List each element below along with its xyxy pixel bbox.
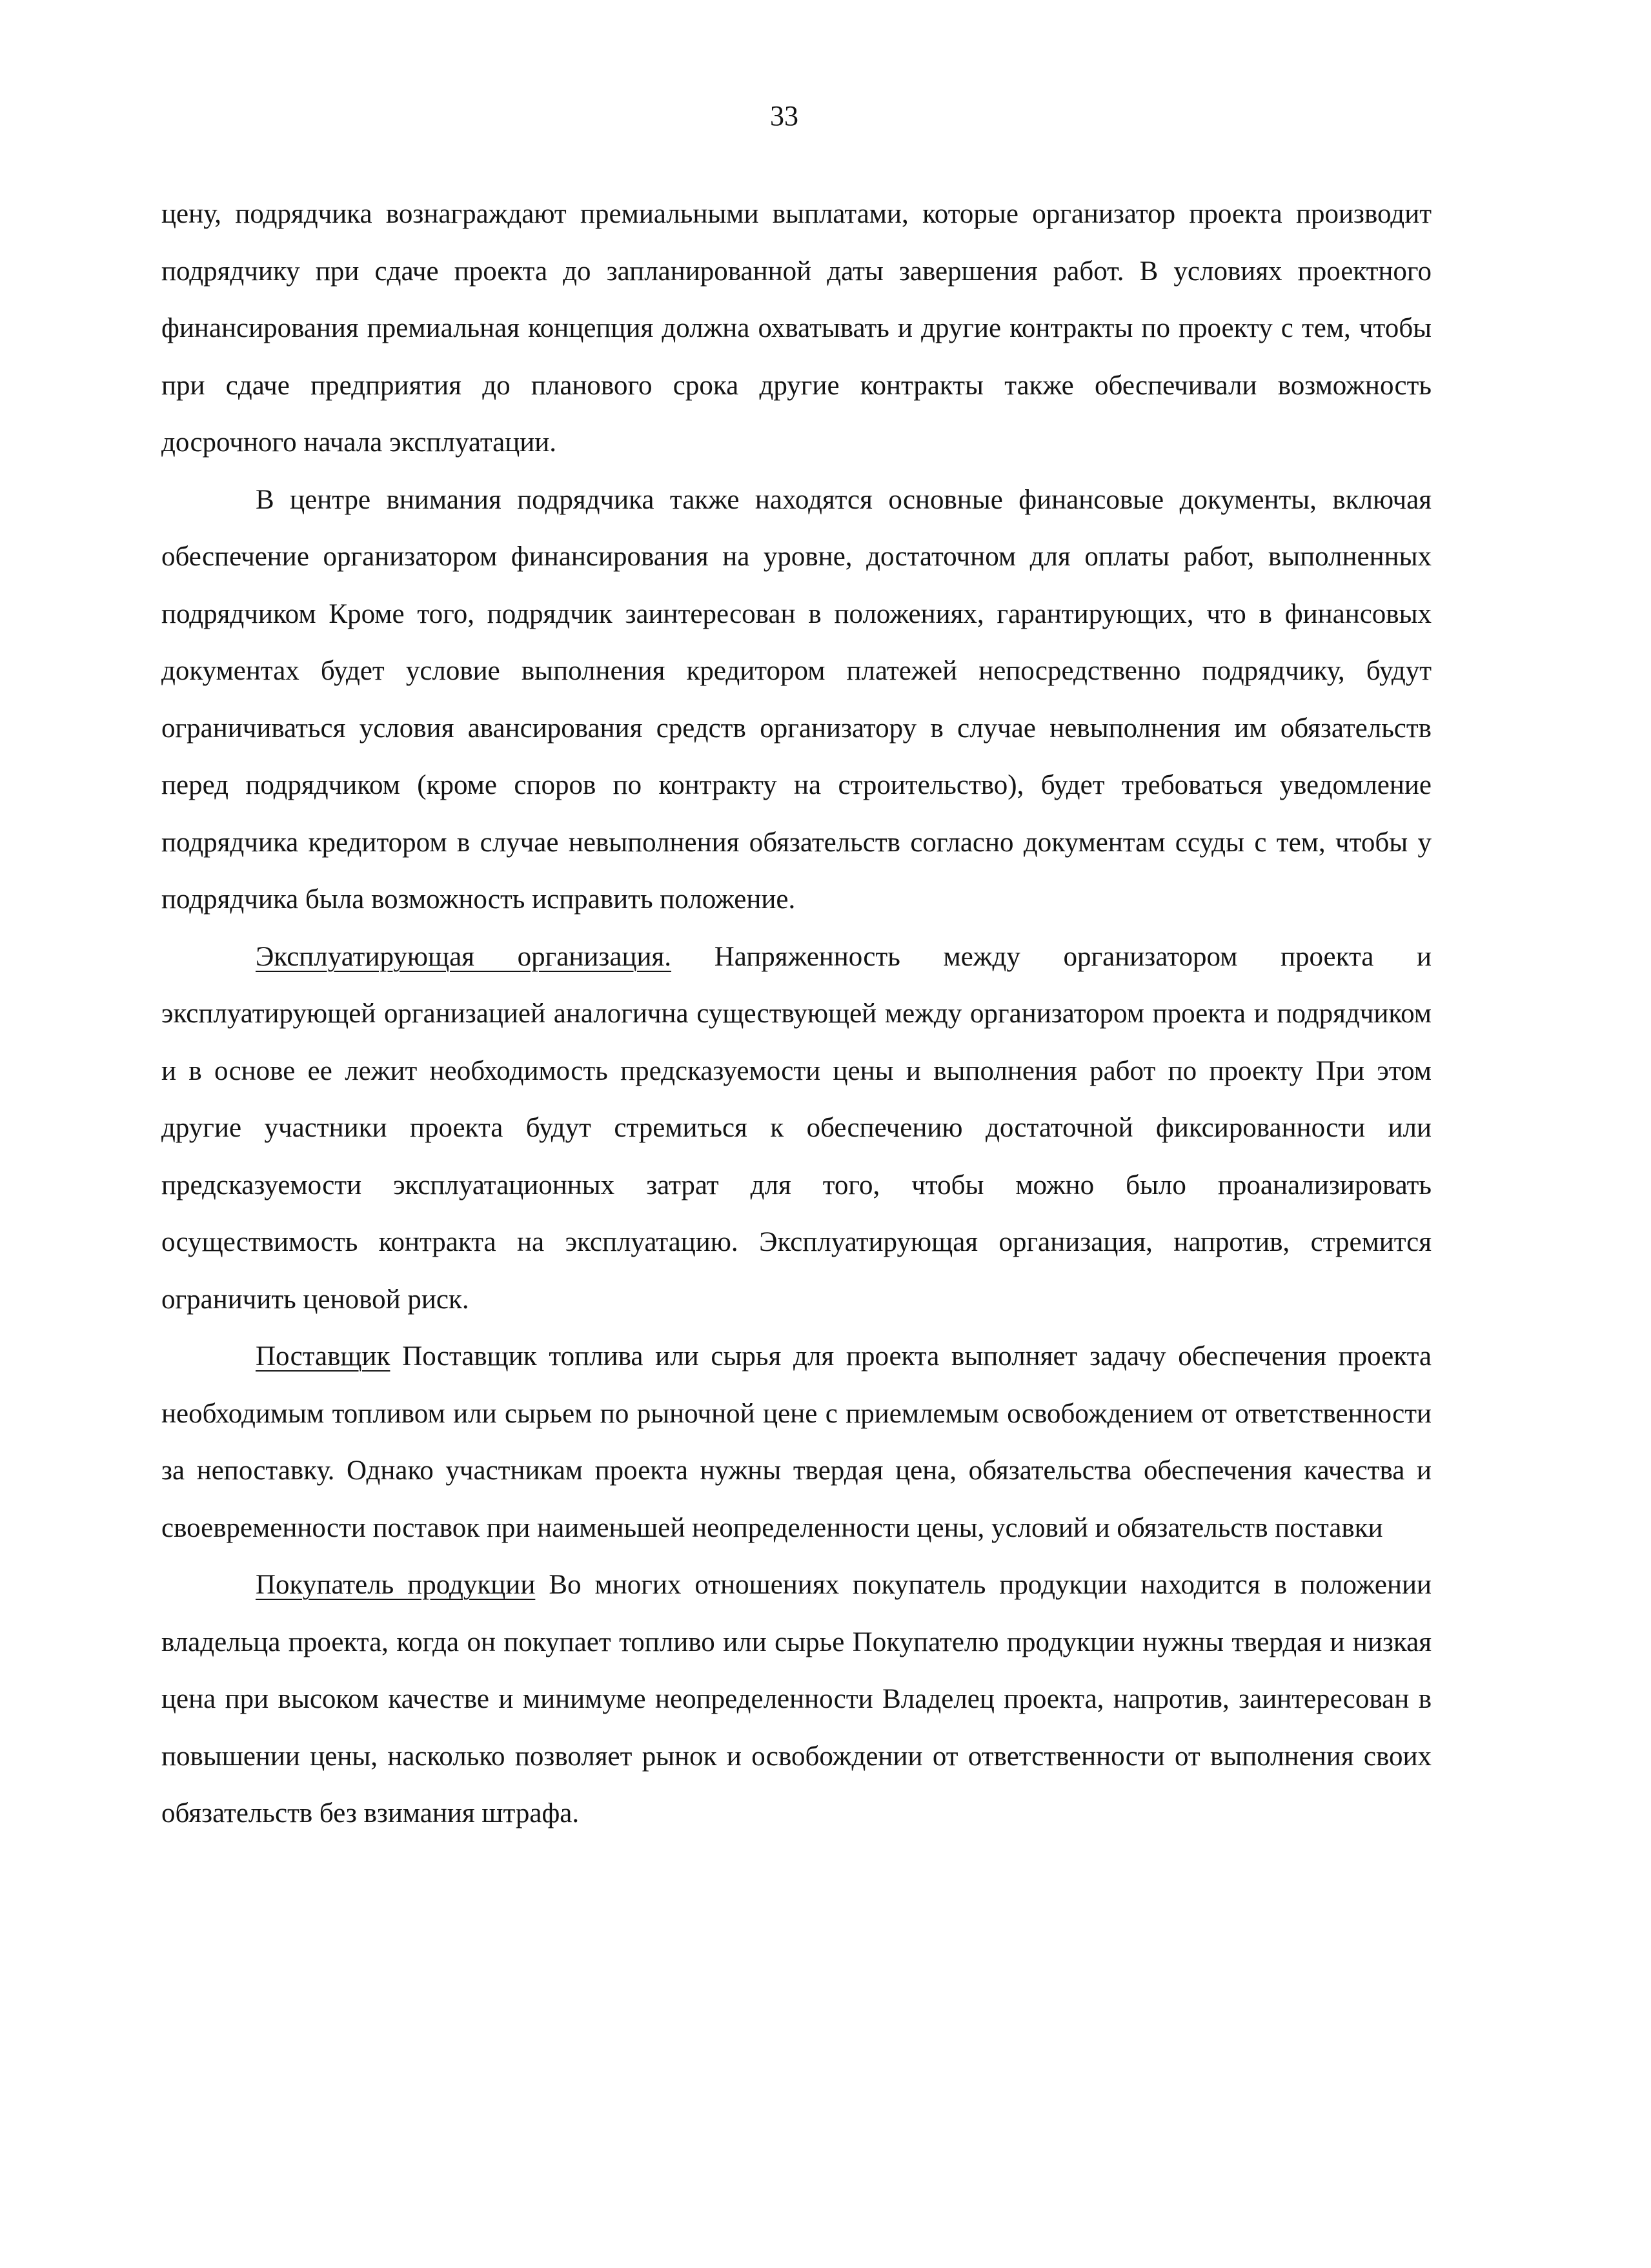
paragraph-text: Напряженность между организатором проекта и эксплуатирующей организацией аналогична существующей между организатором проекта и подрядчиком и в основе ее лежит необходимость предсказуемости цены и выполнения работ по проекту При этом другие участники проекта будут стремиться к обеспечению достаточной фиксированности или предсказуемости эксплуатационных затрат для того, чтобы можно было проанализировать осуществимость контракта на эксплуатацию. Эксплуатирующая организация, напротив, стремится ограничить ценовой риск.: [161, 941, 1432, 1315]
paragraph-text: Во многих отношениях покупатель продукции находится в положении владельца проекта, когда он покупает топливо или сырье Покупателю продукции нужны твердая и низкая цена при высоком качестве и минимуме неопределенности Владелец проекта, напротив, заинтересован в повышении цены, насколько позволяет рынок и освобождении от ответственности от выполнения своих обязательств без взимания штрафа.: [161, 1570, 1432, 1828]
paragraph-text: цену, подрядчика вознаграждают премиальными выплатами, которые организатор проекта производит подрядчику при сдаче проекта до запланированной даты завершения работ. В условиях проектного финансирования премиальная концепция должна охватывать и другие контракты по проекту с тем, чтобы при сдаче предприятия до планового срока другие контракты также обеспечивали возможность досрочного начала эксплуатации.: [161, 199, 1432, 458]
paragraph-buyer: [161, 1557, 1432, 1843]
section-heading-supplier: Поставщик: [256, 1341, 390, 1372]
paragraph-contractor-bonus: [161, 186, 1432, 472]
document-body: [161, 186, 1432, 1843]
section-heading-buyer: Покупатель продукции: [256, 1570, 536, 1600]
page-number: 33: [770, 100, 798, 132]
paragraph-supplier: [161, 1328, 1432, 1557]
paragraph-text: В центре внимания подрядчика также находятся основные финансовые документы, включая обеспечение организатором финансирования на уровне, достаточном для оплаты работ, выполненных подрядчиком Кроме того, подрядчик заинтересован в положениях, гарантирующих, что в финансовых документах будет условие выполнения кредитором платежей непосредственно подрядчику, будут ограничиваться условия авансирования средств организатору в случае невыполнения им обязательств перед подрядчиком (кроме споров по контракту на строительство), будет требоваться уведомление подрядчика кредитором в случае невыполнения обязательств согласно документам ссуды с тем, чтобы у подрядчика была возможность исправить положение.: [161, 484, 1432, 915]
paragraph-contractor-financing: [161, 472, 1432, 929]
paragraph-text: Поставщик топлива или сырья для проекта выполняет задачу обеспечения проекта необходимым топливом или сырьем по рыночной цене с приемлемым освобождением от ответственности за непоставку. Однако участникам проекта нужны твердая цена, обязательства обеспечения качества и своевременности поставок при наименьшей неопределенности цены, условий и обязательств поставки: [161, 1341, 1432, 1543]
paragraph-operator: [161, 929, 1432, 1329]
section-heading-operator: Эксплуатирующая организация.: [256, 941, 672, 972]
